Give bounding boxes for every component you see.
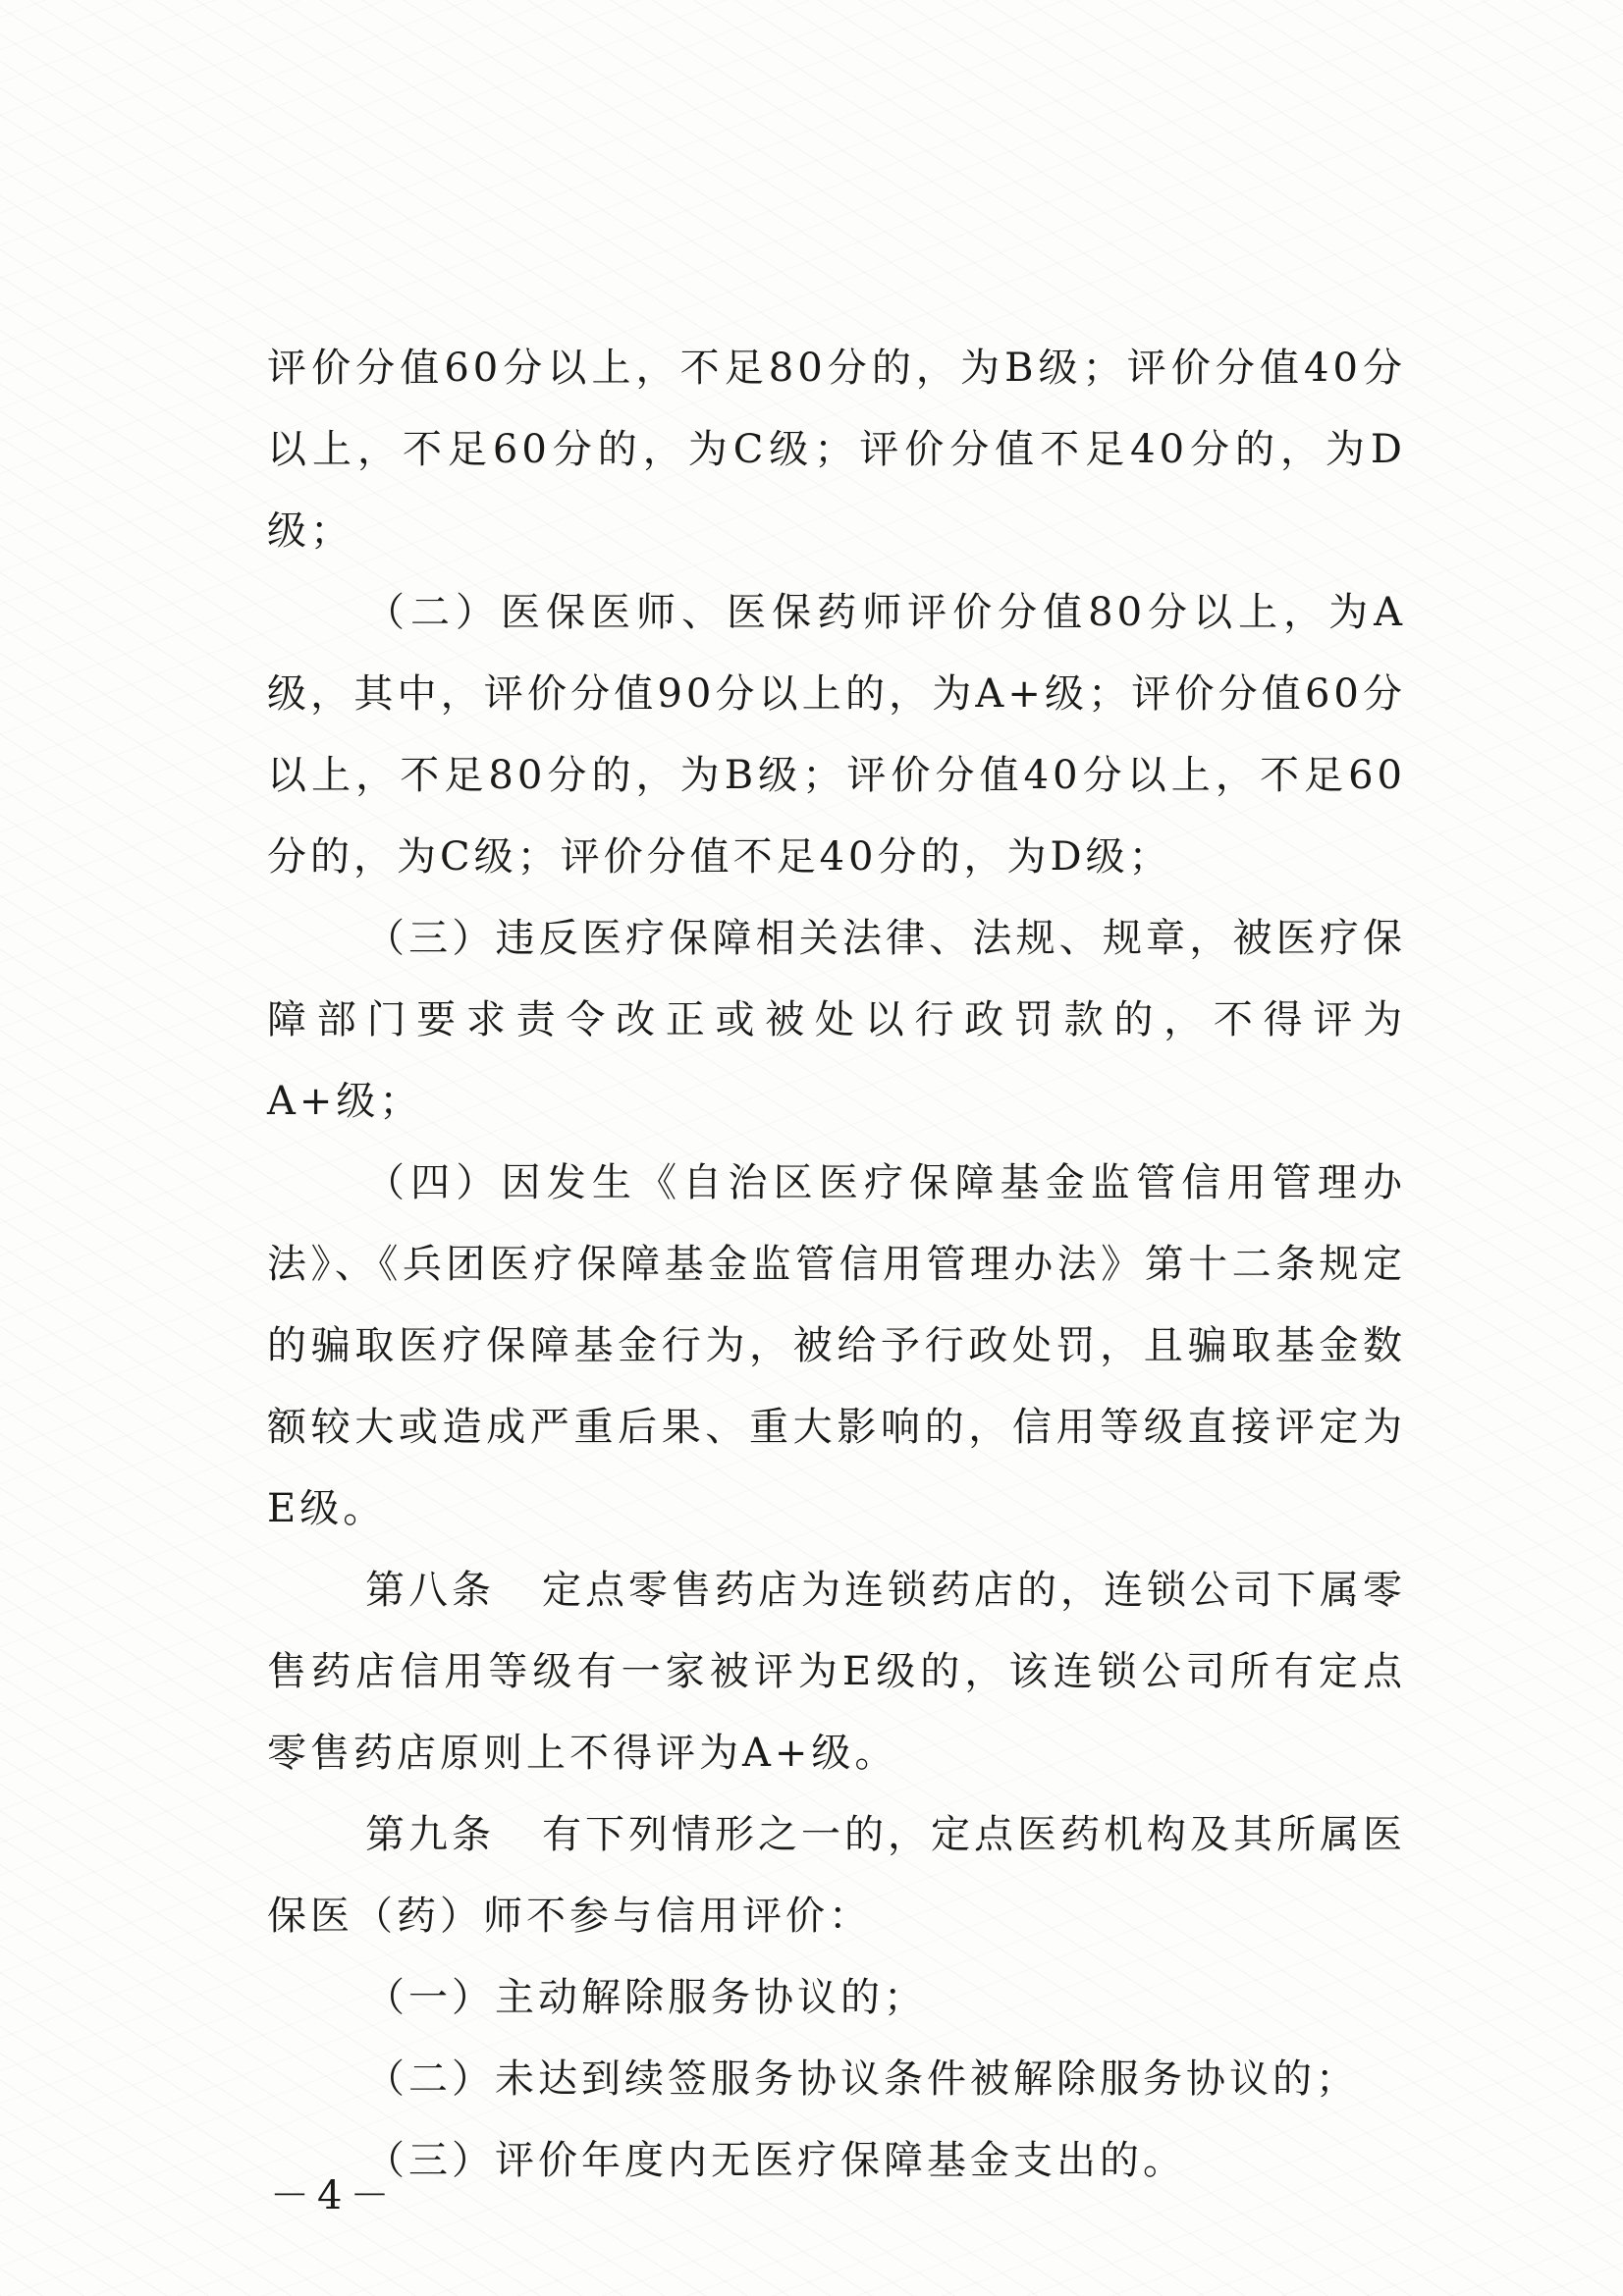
page-number: －4－ bbox=[270, 2173, 398, 2218]
paragraph-item-3: （三）违反医疗保障相关法律、法规、规章，被医疗保障部门要求责令改正或被处以行政罚款的，不得评为A+级； bbox=[267, 916, 1406, 1124]
article-8 bbox=[267, 1550, 1406, 1794]
article-8-text: 定点零售药店为连锁药店的，连锁公司下属零售药店信用等级有一家被评为E级的，该连锁公司所有定点零售药店原则上不得评为A+级。 bbox=[267, 1568, 1406, 1776]
article-9-item-2: （二）未达到续签服务协议条件被解除服务协议的； bbox=[365, 2056, 1359, 2102]
paragraph-item-4: （四）因发生《自治区医疗保障基金监管信用管理办法》、《兵团医疗保障基金监管信用管理办法》第十二条规定的骗取医疗保障基金行为，被给予行政处罚，且骗取基金数额较大或造成严重后果、重大影响的，信用等级直接评定为E级。 bbox=[267, 1160, 1406, 1531]
document-body bbox=[267, 328, 1406, 2202]
paragraph-item-2: （二）医保医师、医保药师评价分值80分以上，为A级，其中，评价分值90分以上的，为A+级；评价分值60分以上，不足80分的，为B级；评价分值40分以上，不足60分的，为C级；评价分值不足40分的，为D级； bbox=[267, 590, 1406, 880]
article-9 bbox=[267, 1794, 1406, 1957]
article-9-item-3: （三）评价年度内无医疗保障基金支出的。 bbox=[365, 2138, 1186, 2183]
article-9-item-1: （一）主动解除服务协议的； bbox=[365, 1975, 927, 2020]
article-9-label: 第九条 bbox=[365, 1812, 495, 1857]
paragraph-grade-thresholds-continued: 评价分值60分以上，不足80分的，为B级；评价分值40分以上，不足60分的，为C级；评价分值不足40分的，为D级； bbox=[267, 346, 1406, 554]
article-9-text: 有下列情形之一的，定点医药机构及其所属医保医（药）师不参与信用评价： bbox=[267, 1812, 1406, 1939]
article-8-label: 第八条 bbox=[365, 1568, 495, 1613]
